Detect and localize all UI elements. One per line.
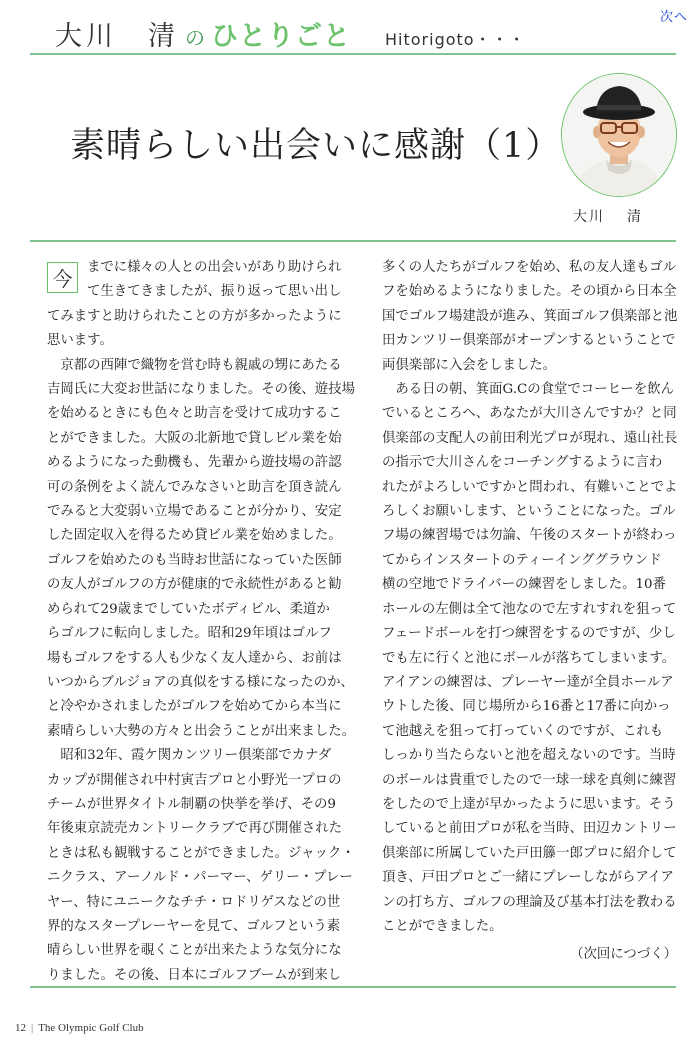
series-romanized: Hitorigoto・・・ (385, 30, 526, 49)
body-line: 吉岡氏に大変お世話になりました。その後、遊技場 (47, 382, 355, 398)
magazine-name: The Olympic Golf Club (38, 1022, 144, 1034)
body-line: 年後東京読売カントリークラブで再び開催された (47, 821, 342, 837)
body-line: を始めるときにも色々と助言を受けて成功するこ (47, 406, 342, 422)
body-line: て生きてきましたが、振り返って思い出し (87, 284, 342, 300)
body-line: フを始めるようになりました。その頃から日本全 (382, 284, 677, 300)
body-line: 倶楽部の支配人の前田利光プロが現れ、遠山社長 (382, 430, 678, 446)
body-line: の友人がゴルフの方が健康的で永続性があると勧 (47, 577, 342, 593)
continued-note: （次回につづく） (570, 947, 677, 963)
body-line: までに様々の人との出会いがあり助けられ (87, 260, 342, 275)
body-line: でみると大変弱い立場であることが分かり、安定 (47, 504, 342, 520)
body-line: と冷やかされましたがゴルフを始めてから本当に (47, 699, 342, 715)
body-line: でいるところへ、あなたが大川さんですか？と同 (382, 406, 677, 422)
page-footer (15, 1022, 144, 1034)
author-caption-given: 清 (627, 209, 643, 225)
body-line: ゴルフを始めたのも当時お世話になっていた医師 (47, 552, 342, 568)
body-line: ろしくお願いします、ということになった。ゴル (382, 504, 676, 520)
body-line: りました。その後、日本にゴルフブームが到来し (47, 967, 342, 983)
body-line: 思います。 (47, 333, 113, 349)
body-line: ときは私も観戦することができました。ジャック・ (47, 845, 355, 861)
body-line: 素晴らしい大勢の方々と出会うことが出来ました。 (47, 723, 355, 739)
body-line: ことができました。 (382, 918, 503, 934)
body-line: をしたので上達が早かったように思います。そう (382, 796, 676, 812)
author-caption-family: 大川 (573, 209, 605, 225)
body-line: めるようになった動機も、先輩から遊技場の許認 (47, 455, 342, 471)
body-line: 場もゴルフをする人も少なく友人達から、お前は (47, 650, 342, 666)
header-divider (30, 53, 676, 55)
body-line: ンの打ち方、ゴルフの理論及び基本打法を教わる (382, 894, 677, 910)
drop-cap: 今 (47, 262, 78, 293)
body-line: 多くの人たちがゴルフを始め、私の友人達もゴル (382, 260, 677, 275)
title-divider (30, 240, 676, 242)
body-line: ホールの左側は全て池なので左すれすれを狙って (382, 601, 677, 617)
body-line: の指示で大川さんをコーチングするように言わ (382, 455, 663, 471)
body-line: ウトした後、同じ場所から16番と17番に向かっ (382, 699, 671, 715)
body-line: 京都の西陣で織物を営む時も親戚の甥にあたる (47, 357, 342, 373)
body-line: められて29歳までしていたボディビル、柔道か (47, 601, 330, 617)
body-line: て池越えを狙って打っていくのですが、これも (382, 723, 664, 739)
body-line: 国でゴルフ場建設が進み、箕面ゴルフ倶楽部と池 (382, 308, 678, 324)
body-line: いつからブルジョアの真似をする様になったのか、 (47, 674, 354, 690)
body-line: していると前田プロが私を当時、田辺カントリー (382, 821, 677, 837)
body-column-right (382, 256, 687, 968)
body-line: 田カンツリー倶楽部がオープンするということで (382, 333, 676, 349)
body-line: 昭和32年、霞ケ関カンツリー倶楽部でカナダ (47, 748, 332, 764)
body-line: フ場の練習場では勿論、午後のスタートが終わっ (382, 528, 677, 544)
author-caption (573, 206, 643, 226)
body-line: ヤー、特にユニークなチチ・ロドリゲスなどの世 (47, 894, 341, 910)
body-line: フェードボールを打つ練習をするのですが、少し (382, 626, 676, 642)
body-line: アイアンの練習は、プレーヤー達が全員ホールア (382, 674, 674, 690)
body-line: れたがよろしいですかと問われ、有難いことでよ (382, 479, 678, 495)
body-line: ニクラス、アーノルド・パーマー、ゲリー・プレー (47, 870, 353, 886)
next-page-link[interactable]: 次へ (660, 10, 689, 25)
body-line: ある日の朝、箕面G.Cの食堂でコーヒーを飲ん (382, 382, 674, 398)
body-line: 頂き、戸田プロとご一緒にプレーしながらアイア (382, 870, 674, 886)
body-line: カップが開催され中村寅吉プロと小野光一プロの (47, 772, 342, 788)
series-title: ひとりごと (211, 21, 351, 52)
body-line: 両倶楽部に入会をしました。 (382, 357, 557, 373)
body-line: のボールは貴重でしたので一球一球を真剣に練習 (382, 772, 677, 788)
footer-separator: | (31, 1022, 34, 1034)
body-column-left (47, 256, 363, 988)
body-line: てからインスタートのティーインググラウンド (382, 552, 662, 568)
body-line: 可の条例をよく読んでみなさいと助言を頂き読ん (47, 479, 342, 495)
body-line: らゴルフに転向しました。昭和29年頃はゴルフ (47, 626, 332, 642)
article-title: 素晴らしい出会いに感謝（1） (70, 126, 562, 166)
body-line: とができました。大阪の北新地で貸しビル業を始 (47, 430, 342, 446)
body-line: てみますと助けられたことの方が多かったように (47, 308, 342, 324)
footer-divider (30, 986, 676, 988)
page-number: 12 (15, 1022, 26, 1034)
body-line: でも左に行くと池にボールが落ちてしまいます。 (382, 650, 676, 666)
body-line: 晴らしい世界を覗くことが出来たような気分にな (47, 943, 342, 959)
body-line: しっかり当たらないと池を超えないのです。当時 (382, 748, 676, 764)
author-portrait (561, 73, 677, 197)
body-line: 界的なスタープレーヤーを見て、ゴルフという素 (47, 918, 341, 934)
body-line: 横の空地でドライバーの練習をしました。10番 (382, 577, 666, 593)
series-header (55, 14, 526, 50)
author-photo-illustration (562, 74, 676, 196)
body-line: チームが世界タイトル制覇の快挙を挙げ、その9 (47, 796, 336, 812)
author-name: 大川 清 (55, 21, 179, 52)
header-particle: の (185, 26, 205, 50)
body-line: した固定収入を得るため貸ビル業を始めました。 (47, 528, 342, 544)
body-line: 倶楽部に所属していた戸田籐一郎プロに紹介して (382, 845, 677, 861)
